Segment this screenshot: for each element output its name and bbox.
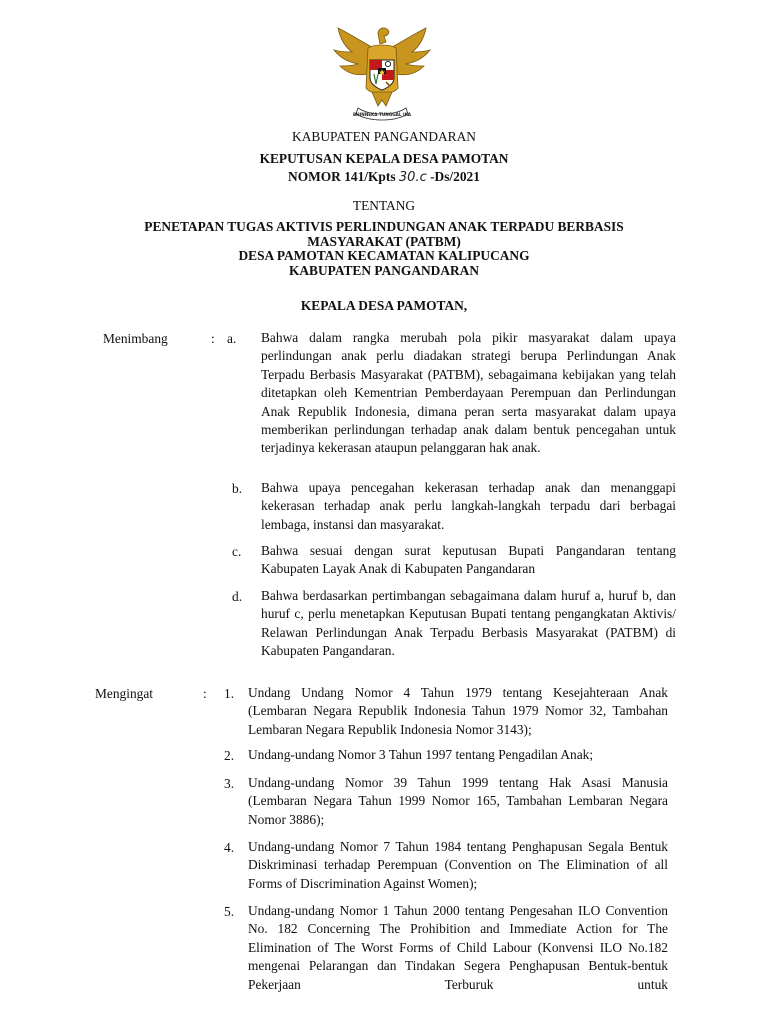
mengingat-item-5: Undang-undang Nomor 1 Tahun 2000 tentang Pengesahan ILO Convention No. 182 Concerning The Prohibition and Immediate Action for The Elimination of The Worst Forms of Child Labour (Konvensi ILO No.182 mengenai Pelarangan dan Tindakan Segera Penghapusan Bentuk-bentuk Pekerjaan Terburuk untuk: [248, 903, 668, 992]
menimbang-item-c: Bahwa sesuai dengan surat keputusan Bupati Pangandaran tentang Kabupaten Layak Anak di Kabupaten Pangandaran: [261, 543, 676, 577]
menimbang-marker-a: a.: [227, 331, 237, 346]
decree-number: [0, 169, 768, 186]
mengingat-marker-3: 3.: [224, 776, 235, 791]
mengingat-marker-2: 2.: [224, 748, 235, 763]
menimbang-label: Menimbang: [103, 331, 168, 346]
regency-heading: KABUPATEN PANGANDARAN: [292, 129, 476, 144]
mengingat-item-1: Undang Undang Nomor 4 Tahun 1979 tentang Kesejahteraan Anak (Lembaran Negara Republik Indonesia Tahun 1979 Nomor 32, Tambahan Lembaran Negara Republik Indonesia Nomor 3143);: [248, 685, 668, 737]
mengingat-marker-4: 4.: [224, 840, 235, 855]
mengingat-label: Mengingat: [95, 686, 154, 701]
number-prefix: NOMOR 141/Kpts: [288, 169, 396, 184]
mengingat-item-4: Undang-undang Nomor 7 Tahun 1984 tentang Penghapusan Segala Bentuk Diskriminasi terhadap Perempuan (Convention on The Elimination of all Forms of Discrimination Against Women);: [248, 839, 668, 891]
subject-line-3: DESA PAMOTAN KECAMATAN KALIPUCANG: [238, 248, 530, 263]
emblem-motto: BHINNEKA TUNGGAL IKA: [352, 112, 412, 117]
mengingat-marker-5: 5.: [224, 904, 235, 919]
subject-line-4: KABUPATEN PANGANDARAN: [288, 263, 480, 278]
subject-line-2: MASYARAKAT (PATBM): [307, 234, 461, 249]
issuer-heading: KEPALA DESA PAMOTAN,: [300, 298, 468, 313]
handwritten-number: 30.c: [398, 170, 427, 185]
number-suffix: -Ds/2021: [430, 169, 480, 184]
mengingat-marker-1: 1.: [224, 686, 235, 701]
menimbang-item-b: Bahwa upaya pencegahan kekerasan terhadap anak dan menanggapi kekerasan terhadap anak perlu langkah-langkah terpadu dari berbagai lembaga, instansi dan masyarakat.: [261, 480, 676, 532]
menimbang-marker-c: c.: [232, 544, 242, 559]
mengingat-item-3: Undang-undang Nomor 39 Tahun 1999 tentang Hak Asasi Manusia (Lembaran Negara Tahun 1999 Nomor 165, Tambahan Lembaran Negara Nomor 3886);: [248, 775, 668, 827]
about-heading: TENTANG: [352, 198, 416, 213]
menimbang-marker-b: b.: [232, 481, 243, 496]
mengingat-colon: :: [203, 686, 207, 701]
menimbang-colon: :: [211, 331, 215, 346]
menimbang-item-a: Bahwa dalam rangka merubah pola pikir masyarakat dalam upaya perlindungan anak perlu diadakan strategi berupa Perlindungan Anak Terpadu Berbasis Masyarakat (PATBM), sebagaimana kebijakan yang telah ditetapkan oleh Kementrian Pemberdayaan Perempuan dan Perlindungan Anak Republik Indonesia, dimana peran serta masyarakat dalam upaya memberikan perlindungan terhadap anak dalam bentuk pencegahan untuk terjadinya kekerasan ataupun pelanggaran hak anak.: [261, 330, 676, 456]
menimbang-item-d: Bahwa berdasarkan pertimbangan sebagaimana dalam huruf a, huruf b, dan huruf c, perlu menetapkan Keputusan Bupati tentang pengangkatan Aktivis/ Relawan Perlindungan Anak Terpadu Berbasis Masyarakat (PATBM) di Kabupaten Pangandaran.: [261, 588, 676, 659]
decree-title: KEPUTUSAN KEPALA DESA PAMOTAN: [259, 151, 509, 166]
mengingat-item-2: Undang-undang Nomor 3 Tahun 1997 tentang Pengadilan Anak;: [248, 747, 594, 762]
menimbang-marker-d: d.: [232, 589, 243, 604]
garuda-emblem-icon: [324, 22, 440, 126]
subject-line-1: PENETAPAN TUGAS AKTIVIS PERLINDUNGAN ANAK TERPADU BERBASIS: [144, 219, 624, 234]
